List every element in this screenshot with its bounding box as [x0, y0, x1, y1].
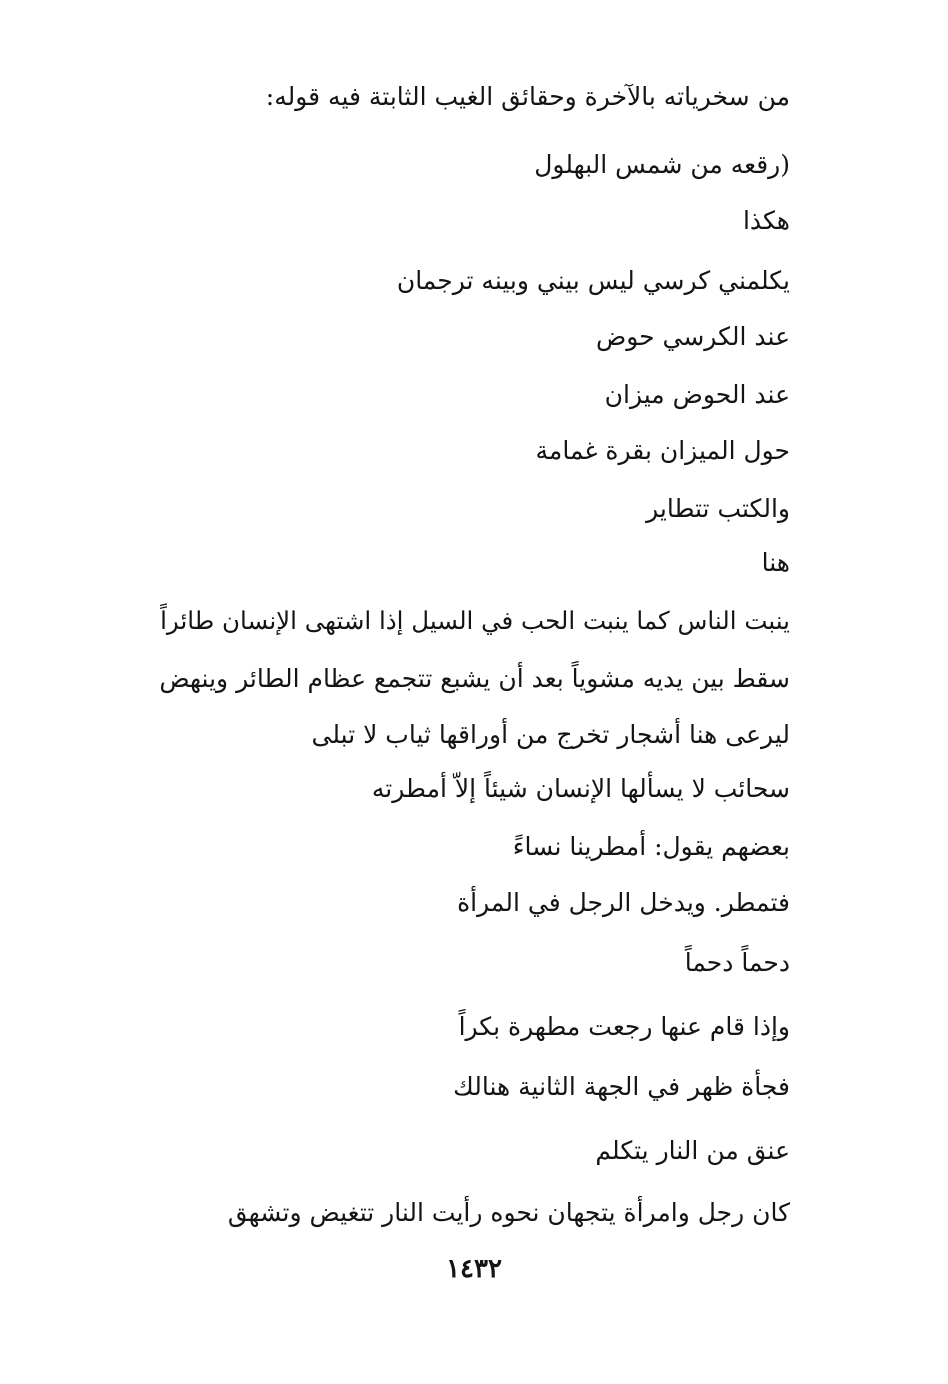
- text-line-14: بعضهم يقول: أمطرينا نساءً: [512, 832, 790, 861]
- text-line-10: ينبت الناس كما ينبت الحب في السيل إذا اشتهى الإنسان طائراً: [160, 606, 790, 635]
- text-line-7: حول الميزان بقرة غمامة: [535, 436, 790, 465]
- text-line-2: (رقعه من شمس البهلول: [534, 150, 790, 179]
- text-line-12: ليرعى هنا أشجار تخرج من أوراقها ثياب لا تبلى: [311, 720, 790, 749]
- text-line-11: سقط بين يديه مشوياً بعد أن يشبع تتجمع عظام الطائر وينهض: [159, 664, 790, 693]
- text-line-5: عند الكرسي حوض: [595, 322, 790, 351]
- text-line-8: والكتب تتطاير: [646, 494, 790, 523]
- text-line-13: سحائب لا يسألها الإنسان شيئاً إلاّ أمطرته: [371, 774, 790, 803]
- text-line-19: عنق من النار يتكلم: [595, 1136, 790, 1165]
- text-line-9: هنا: [761, 548, 790, 577]
- text-line-4: يكلمني كرسي ليس بيني وبينه ترجمان: [396, 266, 790, 295]
- text-line-18: فجأة ظهر في الجهة الثانية هنالك: [453, 1072, 790, 1101]
- text-line-16: دحماً دحماً: [684, 948, 790, 977]
- text-line-15: فتمطر. ويدخل الرجل في المرأة: [457, 888, 790, 917]
- text-line-17: وإذا قام عنها رجعت مطهرة بكراً: [458, 1012, 790, 1041]
- text-line-1: من سخرياته بالآخرة وحقائق الغيب الثابتة فيه قوله:: [265, 82, 790, 111]
- text-line-3: هكذا: [742, 206, 790, 235]
- page-number: ١٤٣٢: [446, 1254, 502, 1284]
- text-line-20: كان رجل وامرأة يتجهان نحوه رأيت النار تتغيض وتشهق: [227, 1198, 790, 1227]
- text-line-6: عند الحوض ميزان: [604, 380, 790, 409]
